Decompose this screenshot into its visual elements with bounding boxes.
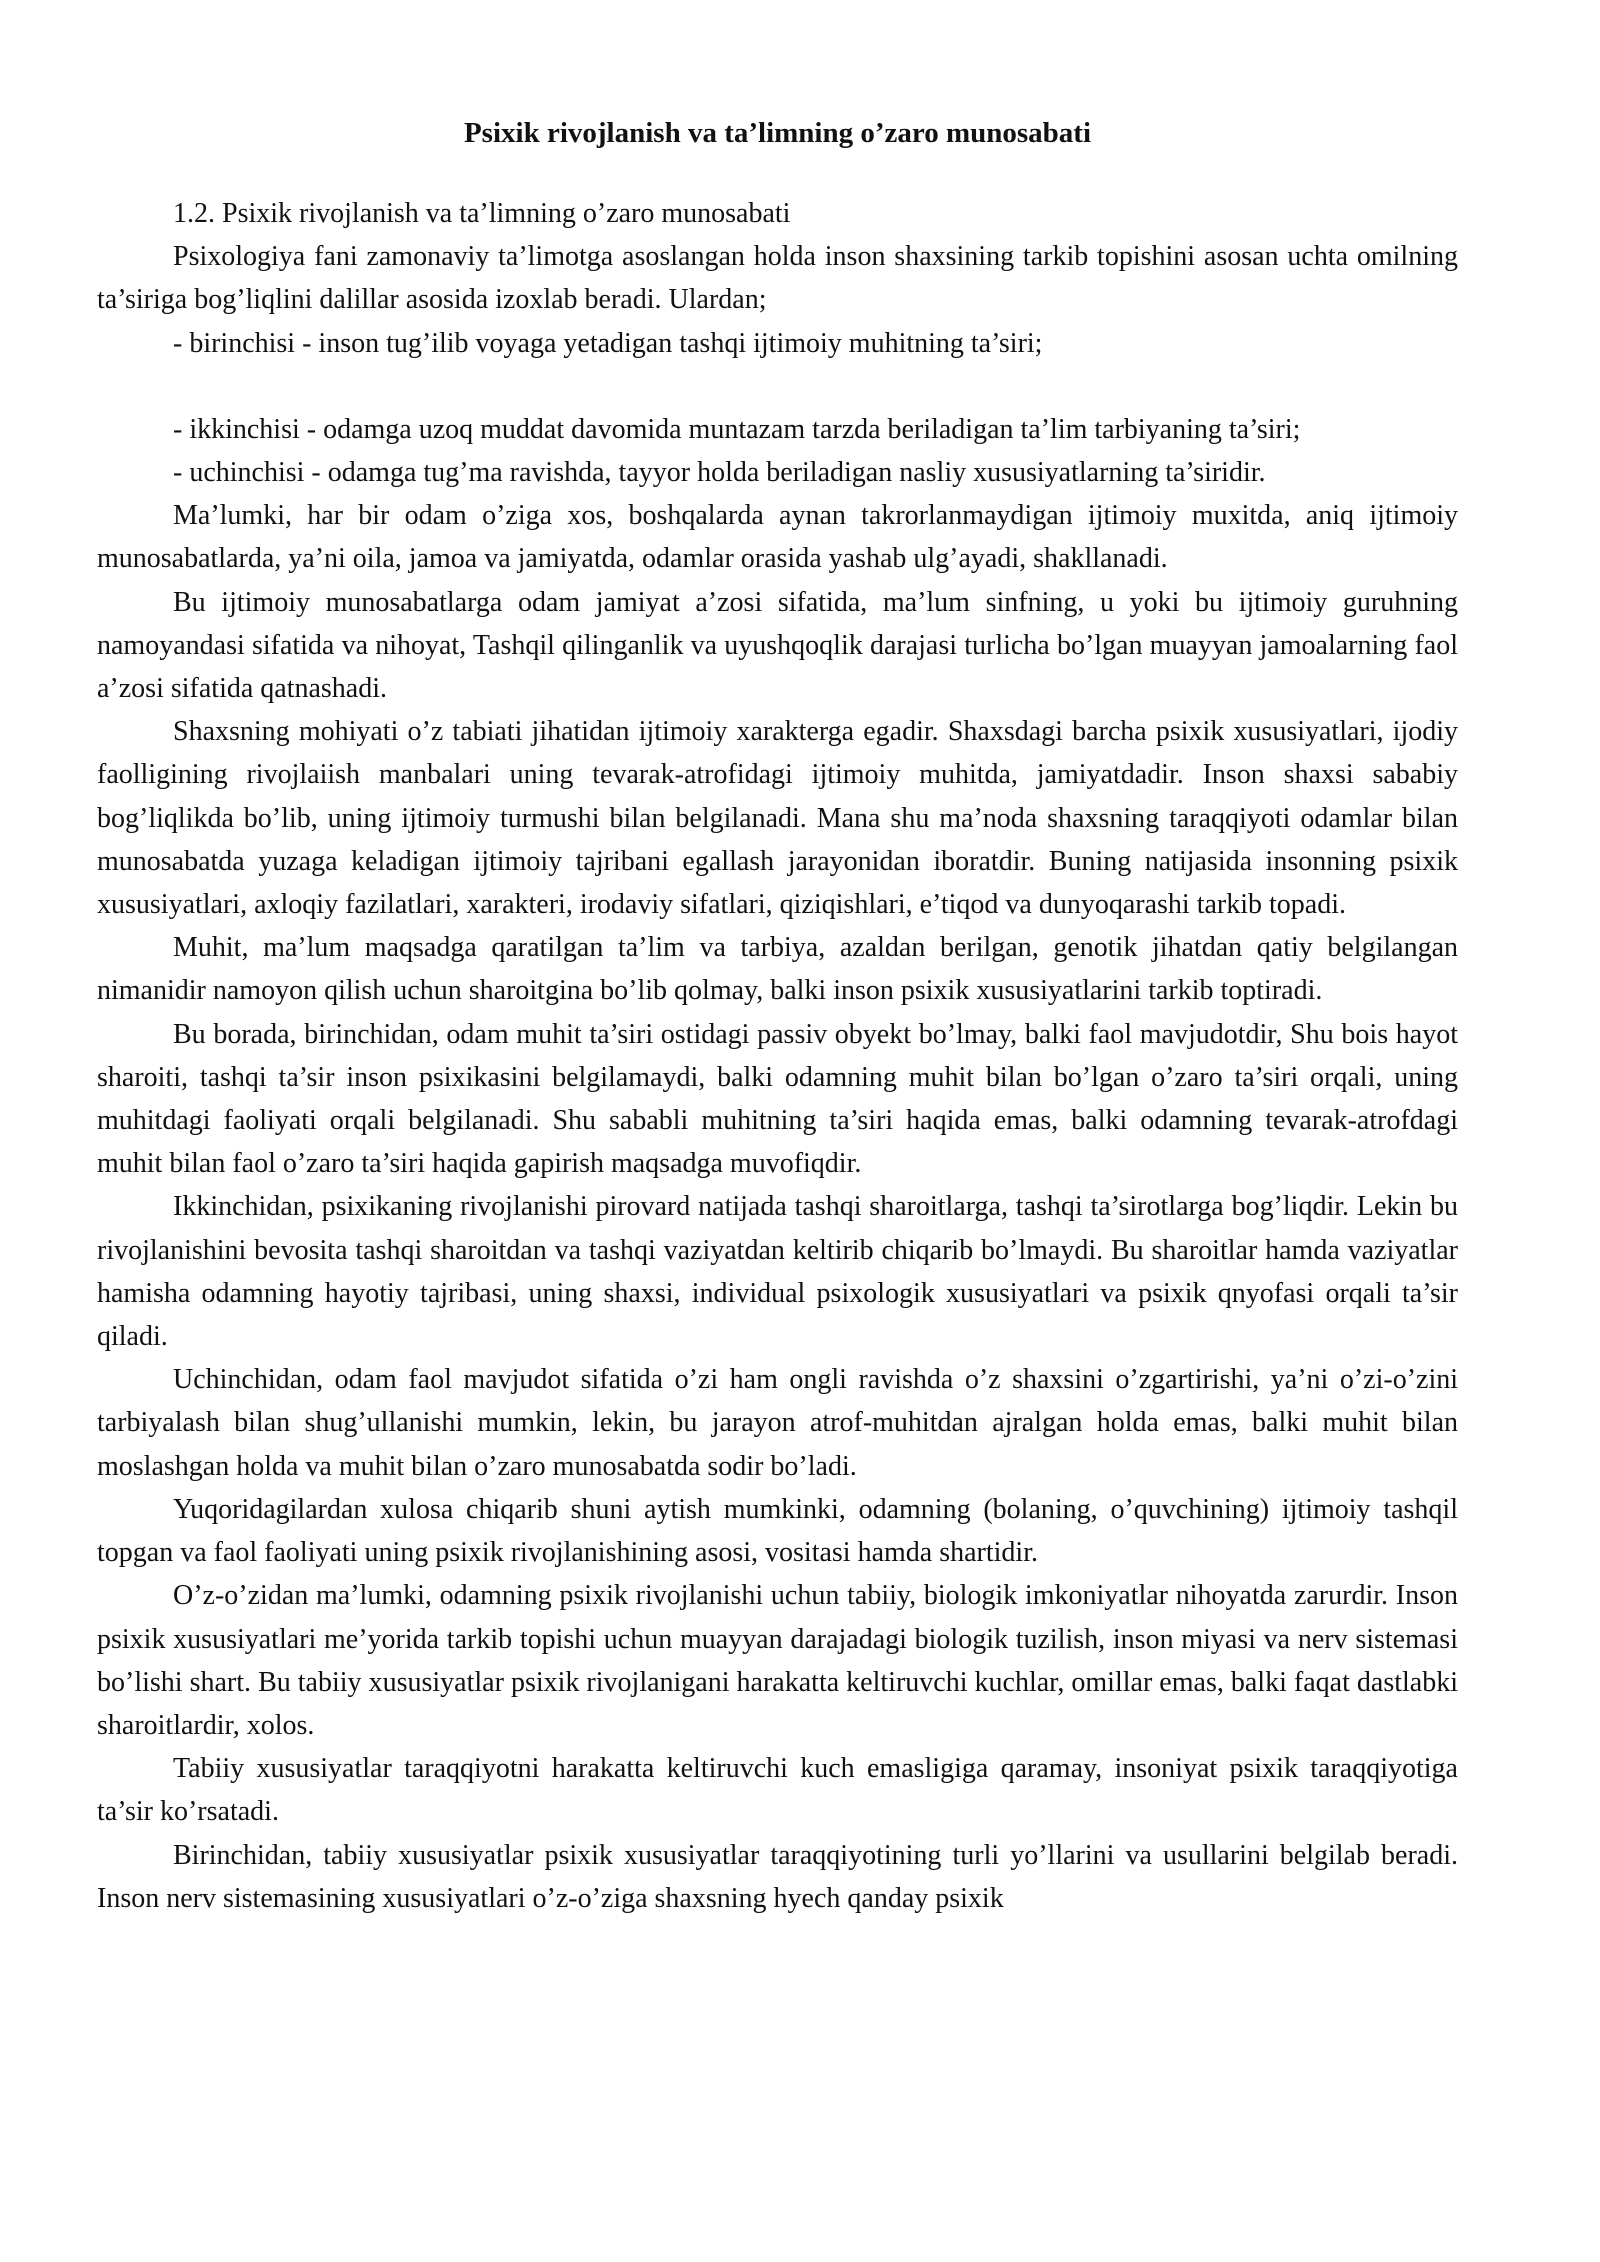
paragraph: Yuqoridagilardan xulosa chiqarib shuni aytish mumkinki, odamning (bolaning, o’quvchining) ijtimoiy tashqil topgan va faol faoliyati uning psixik rivojlanishining asosi, vositasi hamda shartidir. [97, 1493, 1458, 1569]
paragraph: Tabiiy xususiyatlar taraqqiyotni harakatta keltiruvchi kuch emasligiga qaramay, insoniyat psixik taraqqiyotiga ta’sir ko’rsatadi. [97, 1753, 1458, 1828]
paragraph: Bu ijtimoiy munosabatlarga odam jamiyat a’zosi sifatida, ma’lum sinfning, u yoki bu ijtimoiy guruhning namoyandasi sifatida va nihoyat, Tashqil qilinganlik va uyushqoqlik darajasi turlicha bo’lgan muayyan jamoalarning faol a’zosi sifatida qatnashadi. [97, 586, 1458, 705]
list-item-first: - birinchisi - inson tug’ilib voyaga yetadigan tashqi ijtimoiy muhitning ta’siri; [173, 327, 1043, 359]
paragraph: Ma’lumki, har bir odam o’ziga xos, boshqalarda aynan takrorlanmaydigan ijtimoiy muxitda, aniq ijtimoiy munosabatlarda, ya’ni oila, jamoa va jamiyatda, odamlar orasida yashab ulg’ayadi, shakllanadi. [97, 500, 1458, 575]
list-item-second: - ikkinchisi - odamga uzoq muddat davomida muntazam tarzda beriladigan ta’lim tarbiyaning ta’siri; [173, 413, 1301, 445]
document-title: Psixik rivojlanish va ta’limning o’zaro munosabati [463, 117, 1092, 149]
document-page [97, 112, 1458, 1920]
paragraph: Ikkinchidan, psixikaning rivojlanishi pirovard natijada tashqi sharoitlarga, tashqi ta’sirotlarga bog’liqdir. Lekin bu rivojlanishini bevosita tashqi sharoitdan va tashqi vaziyatdan keltirib chiqarib bo’lmaydi. Bu sharoitlar hamda vaziyatlar hamisha odamning hayotiy tajribasi, uning shaxsi, individual psixologik xususiyatlari va psixik qnyofasi orqali ta’sir qiladi. [97, 1191, 1458, 1353]
section-heading: 1.2. Psixik rivojlanish va ta’limning o’zaro munosabati [173, 198, 791, 229]
blank-line [97, 365, 1458, 408]
paragraph: Bu borada, birinchidan, odam muhit ta’siri ostidagi passiv obyekt bo’lmay, balki faol mavjudotdir, Shu bois hayot sharoiti, tashqi ta’sir inson psixikasini belgilamaydi, balki odamning muhit bilan bo’lgan o’zaro ta’siri orqali, uning muhitdagi faoliyati orqali belgilanadi. Shu sababli muhitning ta’siri haqida emas, balki odamning tevarak-atrofdagi muhit bilan faol o’zaro ta’siri haqida gapirish maqsadga muvofiqdir. [97, 1018, 1458, 1180]
paragraph: O’z-o’zidan ma’lumki, odamning psixik rivojlanishi uchun tabiiy, biologik imkoniyatlar nihoyatda zarurdir. Inson psixik xususiyatlari me’yorida tarkib topishi uchun muayyan darajadagi biologik tuzilish, inson miyasi va nerv sistemasi bo’lishi shart. Bu tabiiy xususiyatlar psixik rivojlanigani harakatta keltiruvchi kuchlar, omillar emas, balki faqat dastlabki sharoitlardir, xolos. [97, 1580, 1458, 1741]
paragraph: Uchinchidan, odam faol mavjudot sifatida o’zi ham ongli ravishda o’z shaxsini o’zgartirishi, ya’ni o’zi-o’zini tarbiyalash bilan shug’ullanishi mumkin, lekin, bu jarayon atrof-muhitdan ajralgan holda emas, balki muhit bilan moslashgan holda va muhit bilan o’zaro munosabatda sodir bo’ladi. [97, 1364, 1458, 1482]
paragraph: Muhit, ma’lum maqsadga qaratilgan ta’lim va tarbiya, azaldan berilgan, genotik jihatdan qatiy belgilangan nimanidir namoyon qilish uchun sharoitgina bo’lib qolmay, balki inson psixik xususiyatlarini tarkib toptiradi. [97, 932, 1458, 1007]
paragraph: Psixologiya fani zamonaviy ta’limotga asoslangan holda inson shaxsining tarkib topishini asosan uchta omilning ta’siriga bog’liqlini dalillar asosida izoxlab beradi. Ulardan; [97, 241, 1458, 316]
paragraph: Shaxsning mohiyati o’z tabiati jihatidan ijtimoiy xarakterga egadir. Shaxsdagi barcha psixik xususiyatlari, ijodiy faolligining rivojlaiish manbalari uning tevarak-atrofidagi ijtimoiy muhitda, jamiyatdadir. Inson shaxsi sababiy bog’liqlikda bo’lib, uning ijtimoiy turmushi bilan belgilanadi. Mana shu ma’noda shaxsning taraqqiyoti odamlar bilan munosabatda yuzaga keladigan ijtimoiy tajribani egallash jarayonidan iboratdir. Buning natijasida insonning psixik xususiyatlari, axloqiy fazilatlari, xarakteri, irodaviy sifatlari, qiziqishlari, e’tiqod va dunyoqarashi tarkib topadi. [97, 716, 1458, 921]
list-item-third: - uchinchisi - odamga tug’ma ravishda, tayyor holda beriladigan nasliy xususiyatlarning ta’siridir. [173, 457, 1266, 489]
paragraph: Birinchidan, tabiiy xususiyatlar psixik xususiyatlar taraqqiyotining turli yo’llarini va usullarini belgilab beradi. Inson nerv sistemasining xususiyatlari o’z-o’ziga shaxsning hyech qanday psixik [97, 1839, 1458, 1914]
